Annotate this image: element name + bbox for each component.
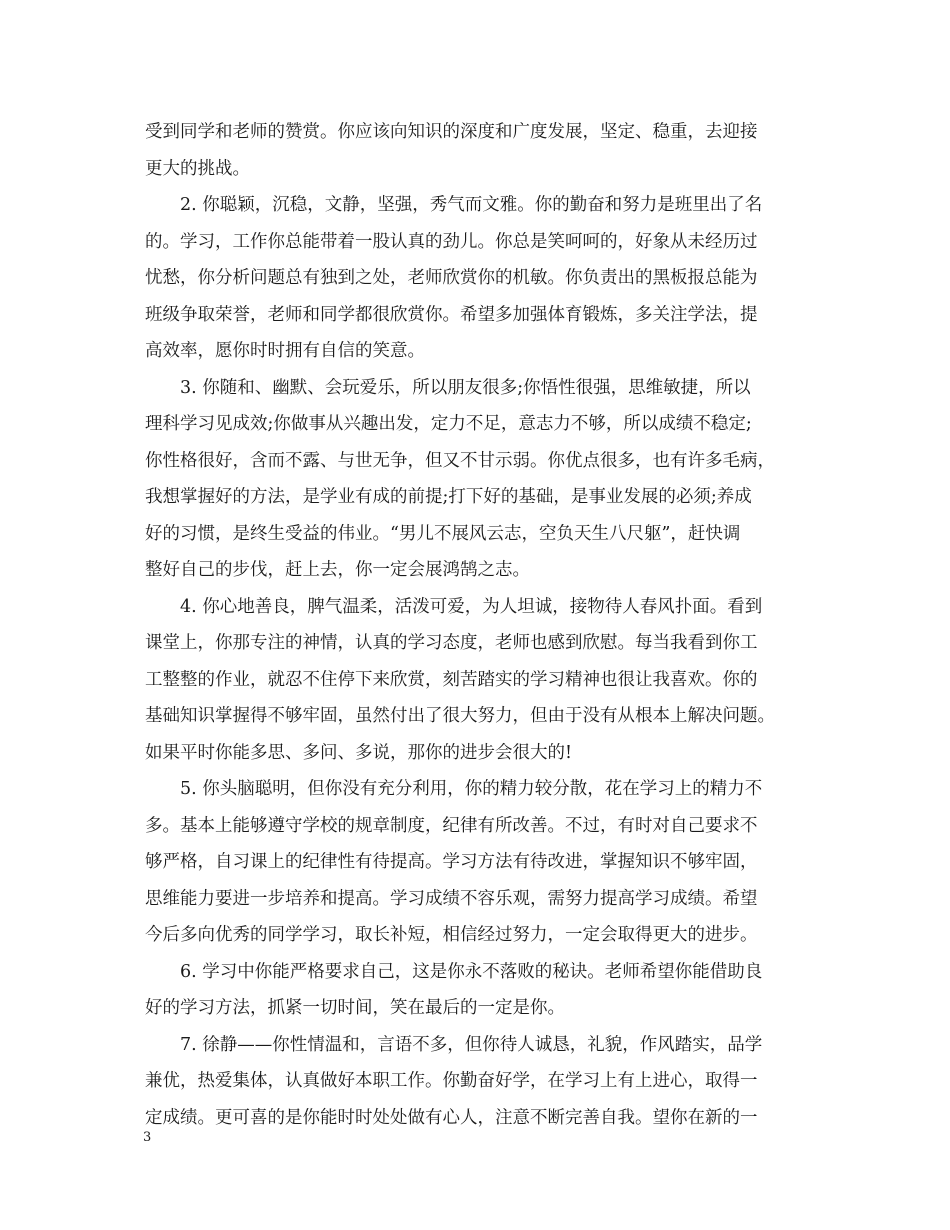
text-line: 思维能力要进一步培养和提高。学习成绩不容乐观，需努力提高学习成绩。希望 [145,888,758,909]
text-line: 今后多向优秀的同学学习，取长补短，相信经过努力，一定会取得更大的进步。 [145,925,758,945]
text-line: 好的学习方法，抓紧一切时间，笑在最后的一定是你。 [145,998,565,1018]
body-text [145,114,810,1136]
text-line: 兼优，热爱集体，认真做好本职工作。你勤奋好学，在学习上有上进心，取得一 [145,1071,758,1091]
text-line: 的。学习，工作你总能带着一股认真的劲儿。你总是笑呵呵的，好象从未经历过 [145,231,758,252]
text-line: 基础知识掌握得不够牢固，虽然付出了很大努力，但由于没有从根本上解决问题。 [145,706,775,726]
text-line: 4. 你心地善良，脾气温柔，活泼可爱，为人坦诚，接物待人春风扑面。看到 [145,596,763,617]
text-line: 受到同学和老师的赞赏。你应该向知识的深度和广度发展，坚定、稳重，去迎接 [145,122,758,142]
text-line: 整好自己的步伐，赶上去，你一定会展鸿鹄之志。 [145,560,530,580]
text-line: 工整整的作业，就忍不住停下来欣赏，刻苦踏实的学习精神也很让我喜欢。你的 [145,669,758,690]
text-line: 更大的挑战。 [145,158,250,179]
text-line: 定成绩。更可喜的是你能时时处处做有心人，注意不断完善自我。望你在新的一 [145,1107,758,1128]
text-line: 理科学习见成效;你做事从兴趣出发，定力不足，意志力不够，所以成绩不稳定; [145,414,752,434]
text-line: 你性格很好，含而不露、与世无争，但又不甘示弱。你优点很多，也有许多毛病， [145,450,775,471]
text-line: 好的习惯，是终生受益的伟业。“男儿不展风云志，空负天生八尺躯”，赶快调 [145,523,741,544]
page-number: 3 [143,1130,152,1145]
text-line: 3. 你随和、幽默、会玩爱乐，所以朋友很多;你悟性很强，思维敏捷，所以 [145,377,751,398]
text-line: 忧愁，你分析问题总有独到之处，老师欣赏你的机敏。你负责出的黑板报总能为 [145,268,758,288]
text-line: 7. 徐静——你性情温和，言语不多，但你待人诚恳，礼貌，作风踏实，品学 [145,1034,763,1055]
text-line: 5. 你头脑聪明，但你没有充分利用，你的精力较分散，花在学习上的精力不 [145,779,763,799]
text-line: 课堂上，你那专注的神情，认真的学习态度，老师也感到欣慰。每当我看到你工 [145,633,758,653]
text-line: 多。基本上能够遵守学校的规章制度，纪律有所改善。不过，有时对自己要求不 [145,815,758,836]
text-line: 如果平时你能多思、多问、多说，那你的进步会很大的! [145,742,573,763]
text-line: 班级争取荣誉，老师和同学都很欣赏你。希望多加强体育锻炼，多关注学法，提 [145,304,758,325]
text-line: 高效率，愿你时时拥有自信的笑意。 [145,341,425,361]
text-line: 我想掌握好的方法，是学业有成的前提;打下好的基础，是事业发展的必须;养成 [145,487,752,507]
text-line: 2. 你聪颖，沉稳，文静，坚强，秀气而文雅。你的勤奋和努力是班里出了名 [145,195,763,215]
text-line: 够严格，自习课上的纪律性有待提高。学习方法有待改进，掌握知识不够牢固， [145,852,758,872]
text-line: 6. 学习中你能严格要求自己，这是你永不落败的秘诀。老师希望你能借助良 [145,961,763,982]
